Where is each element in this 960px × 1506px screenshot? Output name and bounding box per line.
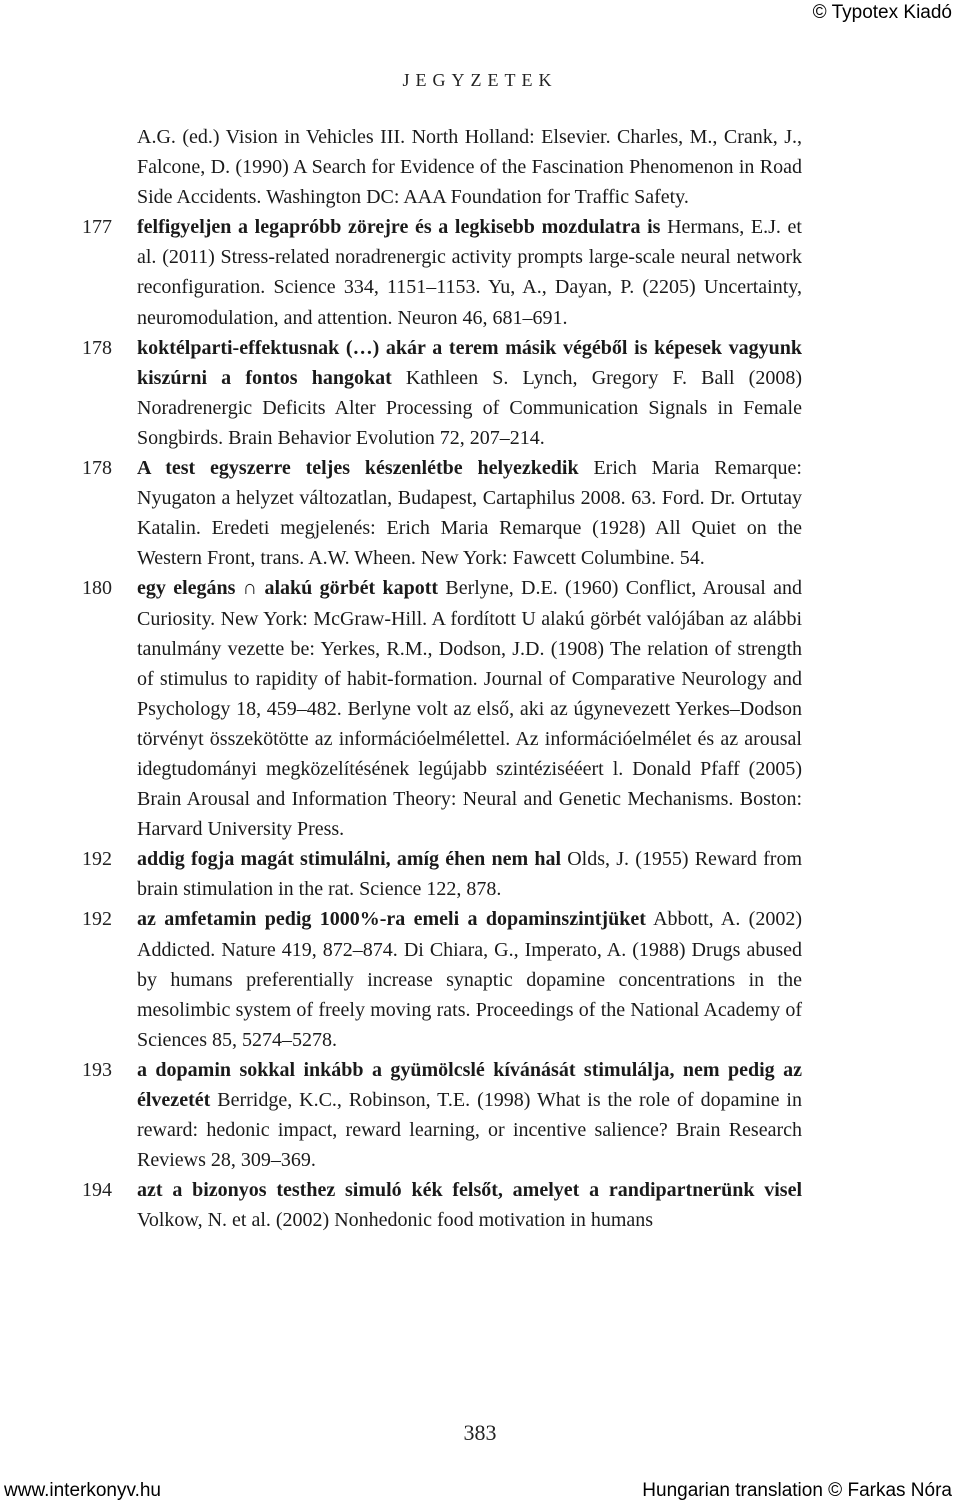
note-number: 194 bbox=[82, 1179, 112, 1202]
note-number: 193 bbox=[82, 1058, 112, 1081]
note-178a bbox=[82, 333, 802, 453]
note-text: Berlyne, D.E. (1960) Conflict, Arousal and Curiosity. New York: McGraw-Hill. A fordított U alakú görbét valójában az alábbi tanulmány vezette be: Yerkes, R.M., Dodson, J.D. (1908) The relation of strength of stimulus to rapidity of habit-formation. Journal of Comparative Neurology and Psychology 18, 459–482. Berlyne volt az első, aki az úgynevezett Yerkes–Dodson törvényt összekötötte az információelmélettel. Az információelmélet és az arousal idegtudományi megközelítésének legújabb szintézisééert l. Donald Pfaff (2005) Brain Arousal and Information Theory: Neural and Genetic Mechanisms. Boston: Harvard University Press. bbox=[137, 577, 803, 841]
note-phrase: egy elegáns ∩ alakú görbét kapott bbox=[137, 577, 439, 600]
translation-copyright: Hungarian translation © Farkas Nóra bbox=[642, 1480, 952, 1501]
note-phrase: azt a bizonyos testhez simuló kék felsőt, amelyet a randipartnerünk visel bbox=[137, 1179, 802, 1202]
note-177 bbox=[82, 212, 802, 332]
note-phrase: felfigyeljen a legapróbb zörejre és a legkisebb mozdulatra is bbox=[137, 216, 661, 239]
note-text: Abbott, A. (2002) Addicted. Nature 419, 872–874. Di Chiara, G., Imperato, A. (1988) Drugs abused by humans preferentially increase synaptic dopamine concentrations in the mesolimbic system of freely moving rats. Proceedings of the National Academy of Sciences 85, 5274–5278. bbox=[137, 908, 802, 1051]
note-phrase: a dopamin sokkal inkább a gyümölcslé kívánását stimulálja, nem pedig az élvezetét bbox=[137, 1058, 802, 1111]
note-number: 192 bbox=[82, 908, 112, 931]
note-number: 192 bbox=[82, 848, 112, 871]
note-text: Volkow, N. et al. (2002) Nonhedonic food motivation in humans bbox=[137, 1209, 654, 1232]
note-193 bbox=[82, 1055, 802, 1175]
note-number: 178 bbox=[82, 336, 112, 359]
page-number: 383 bbox=[463, 1420, 497, 1445]
note-180 bbox=[82, 573, 802, 844]
note-192a bbox=[82, 844, 802, 904]
note-text: A.G. (ed.) Vision in Vehicles III. North Holland: Elsevier. Charles, M., Crank, J., Falcone, D. (1990) A Search for Evidence of the Fascination Phenomenon in Road Side Accidents. Washington DC: AAA Foundation for Traffic Safety. bbox=[137, 126, 802, 209]
note-continuation bbox=[82, 122, 802, 212]
note-text: Hermans, E.J. et al. (2011) Stress-related noradrenergic activity prompts large-scale neural network reconfiguration. Science 334, 1151–1153. Yu, A., Dayan, P. (2205) Uncertainty, neuromodulation, and attention. Neuron 46, 681–691. bbox=[137, 216, 802, 329]
note-text: Olds, J. (1955) Reward from brain stimulation in the rat. Science 122, 878. bbox=[137, 848, 802, 901]
note-178b bbox=[82, 453, 802, 573]
note-phrase: az amfetamin pedig 1000%-ra emeli a dopaminszintjüket bbox=[137, 908, 646, 931]
website-link[interactable]: www.interkonyv.hu bbox=[4, 1480, 161, 1501]
note-194 bbox=[82, 1175, 802, 1235]
note-text: Berridge, K.C., Robinson, T.E. (1998) What is the role of dopamine in reward: hedonic impact, reward learning, or incentive salience? Brain Research Reviews 28, 309–369. bbox=[137, 1089, 802, 1172]
note-number: 178 bbox=[82, 457, 112, 480]
note-number: 177 bbox=[82, 216, 112, 239]
note-text: Erich Maria Remarque: Nyugaton a helyzet változatlan, Budapest, Cartaphilus 2008. 63. Ford. Dr. Ortutay Katalin. Eredeti megjelenés: Erich Maria Remarque (1928) All Quiet on the Western Front, trans. A.W. Wheen. New York: Fawcett Columbine. 54. bbox=[137, 457, 802, 570]
note-phrase: koktélparti-effektusnak (…) akár a terem másik végéből is képesek vagyunk kiszúrni a fontos hangokat bbox=[137, 336, 802, 389]
publisher-copyright: © Typotex Kiadó bbox=[812, 2, 952, 23]
notes-list bbox=[82, 122, 802, 1235]
note-phrase: addig fogja magát stimulálni, amíg éhen nem hal bbox=[137, 848, 562, 871]
note-text: Kathleen S. Lynch, Gregory F. Ball (2008) Noradrenergic Deficits Alter Processing of Communication Signals in Female Songbirds. Brain Behavior Evolution 72, 207–214. bbox=[137, 366, 802, 449]
section-header: JEGYZETEK bbox=[402, 70, 558, 90]
note-number: 180 bbox=[82, 577, 112, 600]
note-192b bbox=[82, 904, 802, 1054]
note-phrase: A test egyszerre teljes készenlétbe helyezkedik bbox=[137, 457, 579, 480]
